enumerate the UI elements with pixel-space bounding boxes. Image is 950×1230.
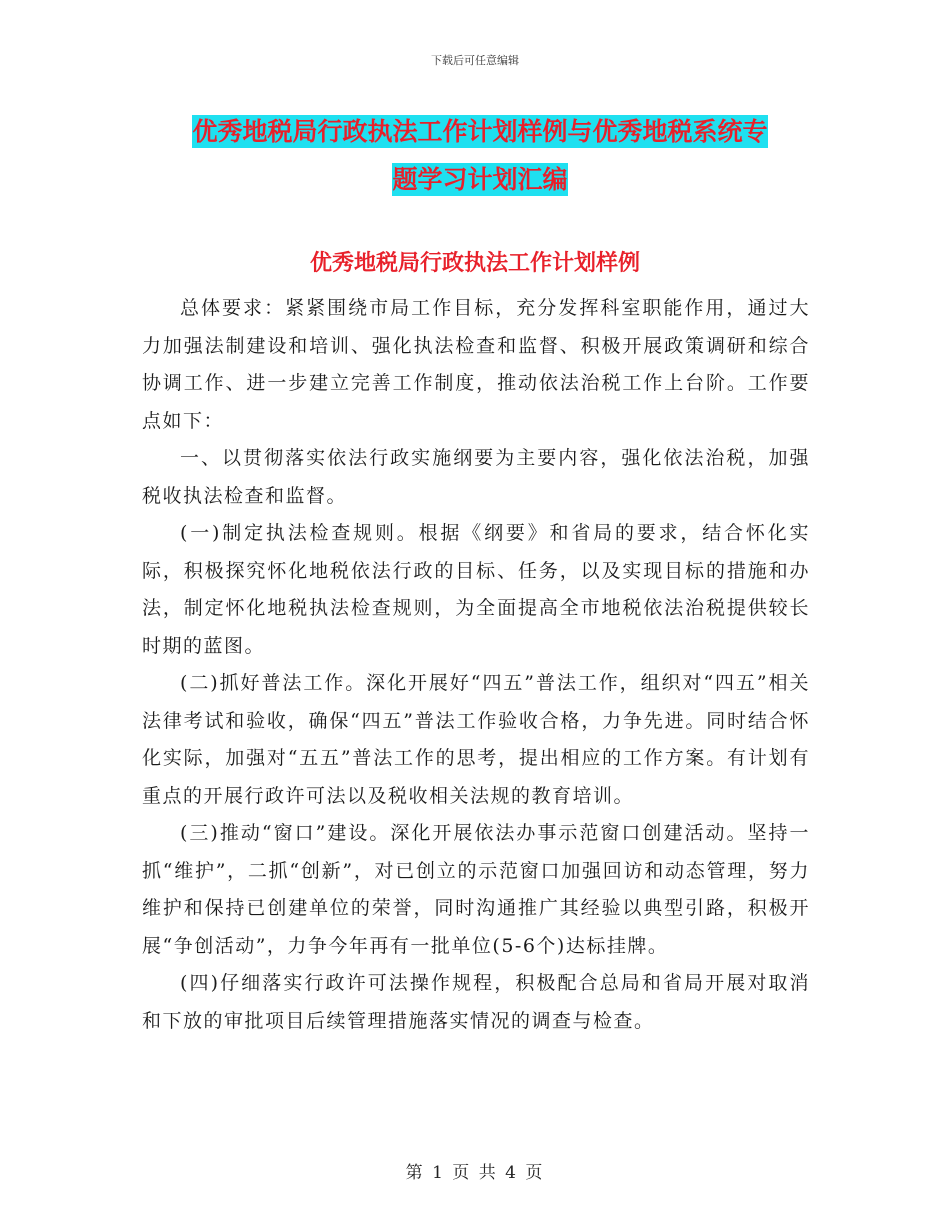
- paragraph-item-1: 一、以贯彻落实依法行政实施纲要为主要内容，强化依法治税，加强税收执法检查和监督。: [142, 447, 810, 507]
- paragraph-general-requirements: 总体要求：紧紧围绕市局工作目标，充分发挥科室职能作用，通过大力加强法制建设和培训、强化执法检查和监督、积极开展政策调研和综合协调工作、进一步建立完善工作制度，推动依法治税工作上台阶。工作要点如下：: [142, 297, 810, 432]
- document-title-line-2: 题学习计划汇编: [392, 165, 568, 194]
- paragraph-subitem-3: (三)推动“窗口”建设。深化开展依法办事示范窗口创建活动。坚持一抓“维护”，二抓“创新”，对已创立的示范窗口加强回访和动态管理，努力维护和保持已创建单位的荣誉，同时沟通推广其经验以典型引路，积极开展“争创活动”，力争今年再有一批单位(5-6个)达标挂牌。: [142, 822, 810, 957]
- header-note: 下载后可任意编辑: [431, 54, 519, 67]
- page-footer: 第 1 页 共 4 页: [405, 1163, 545, 1183]
- document-body: [142, 290, 810, 1040]
- paragraph-subitem-2: (二)抓好普法工作。深化开展好“四五”普法工作，组织对“四五”相关法律考试和验收，确保“四五”普法工作验收合格，力争先进。同时结合怀化实际，加强对“五五”普法工作的思考，提出相应的工作方案。有计划有重点的开展行政许可法以及税收相关法规的教育培训。: [142, 672, 810, 807]
- document-title: [150, 108, 810, 204]
- section-title: 优秀地税局行政执法工作计划样例: [309, 251, 640, 276]
- paragraph-subitem-1: (一)制定执法检查规则。根据《纲要》和省局的要求，结合怀化实际，积极探究怀化地税依法行政的目标、任务，以及实现目标的措施和办法，制定怀化地税执法检查规则，为全面提高全市地税依法治税提供较长时期的蓝图。: [142, 522, 810, 657]
- document-title-line-1: 优秀地税局行政执法工作计划样例与优秀地税系统专: [192, 117, 768, 146]
- paragraph-subitem-4: (四)仔细落实行政许可法操作规程，积极配合总局和省局开展对取消和下放的审批项目后续管理措施落实情况的调查与检查。: [142, 972, 810, 1032]
